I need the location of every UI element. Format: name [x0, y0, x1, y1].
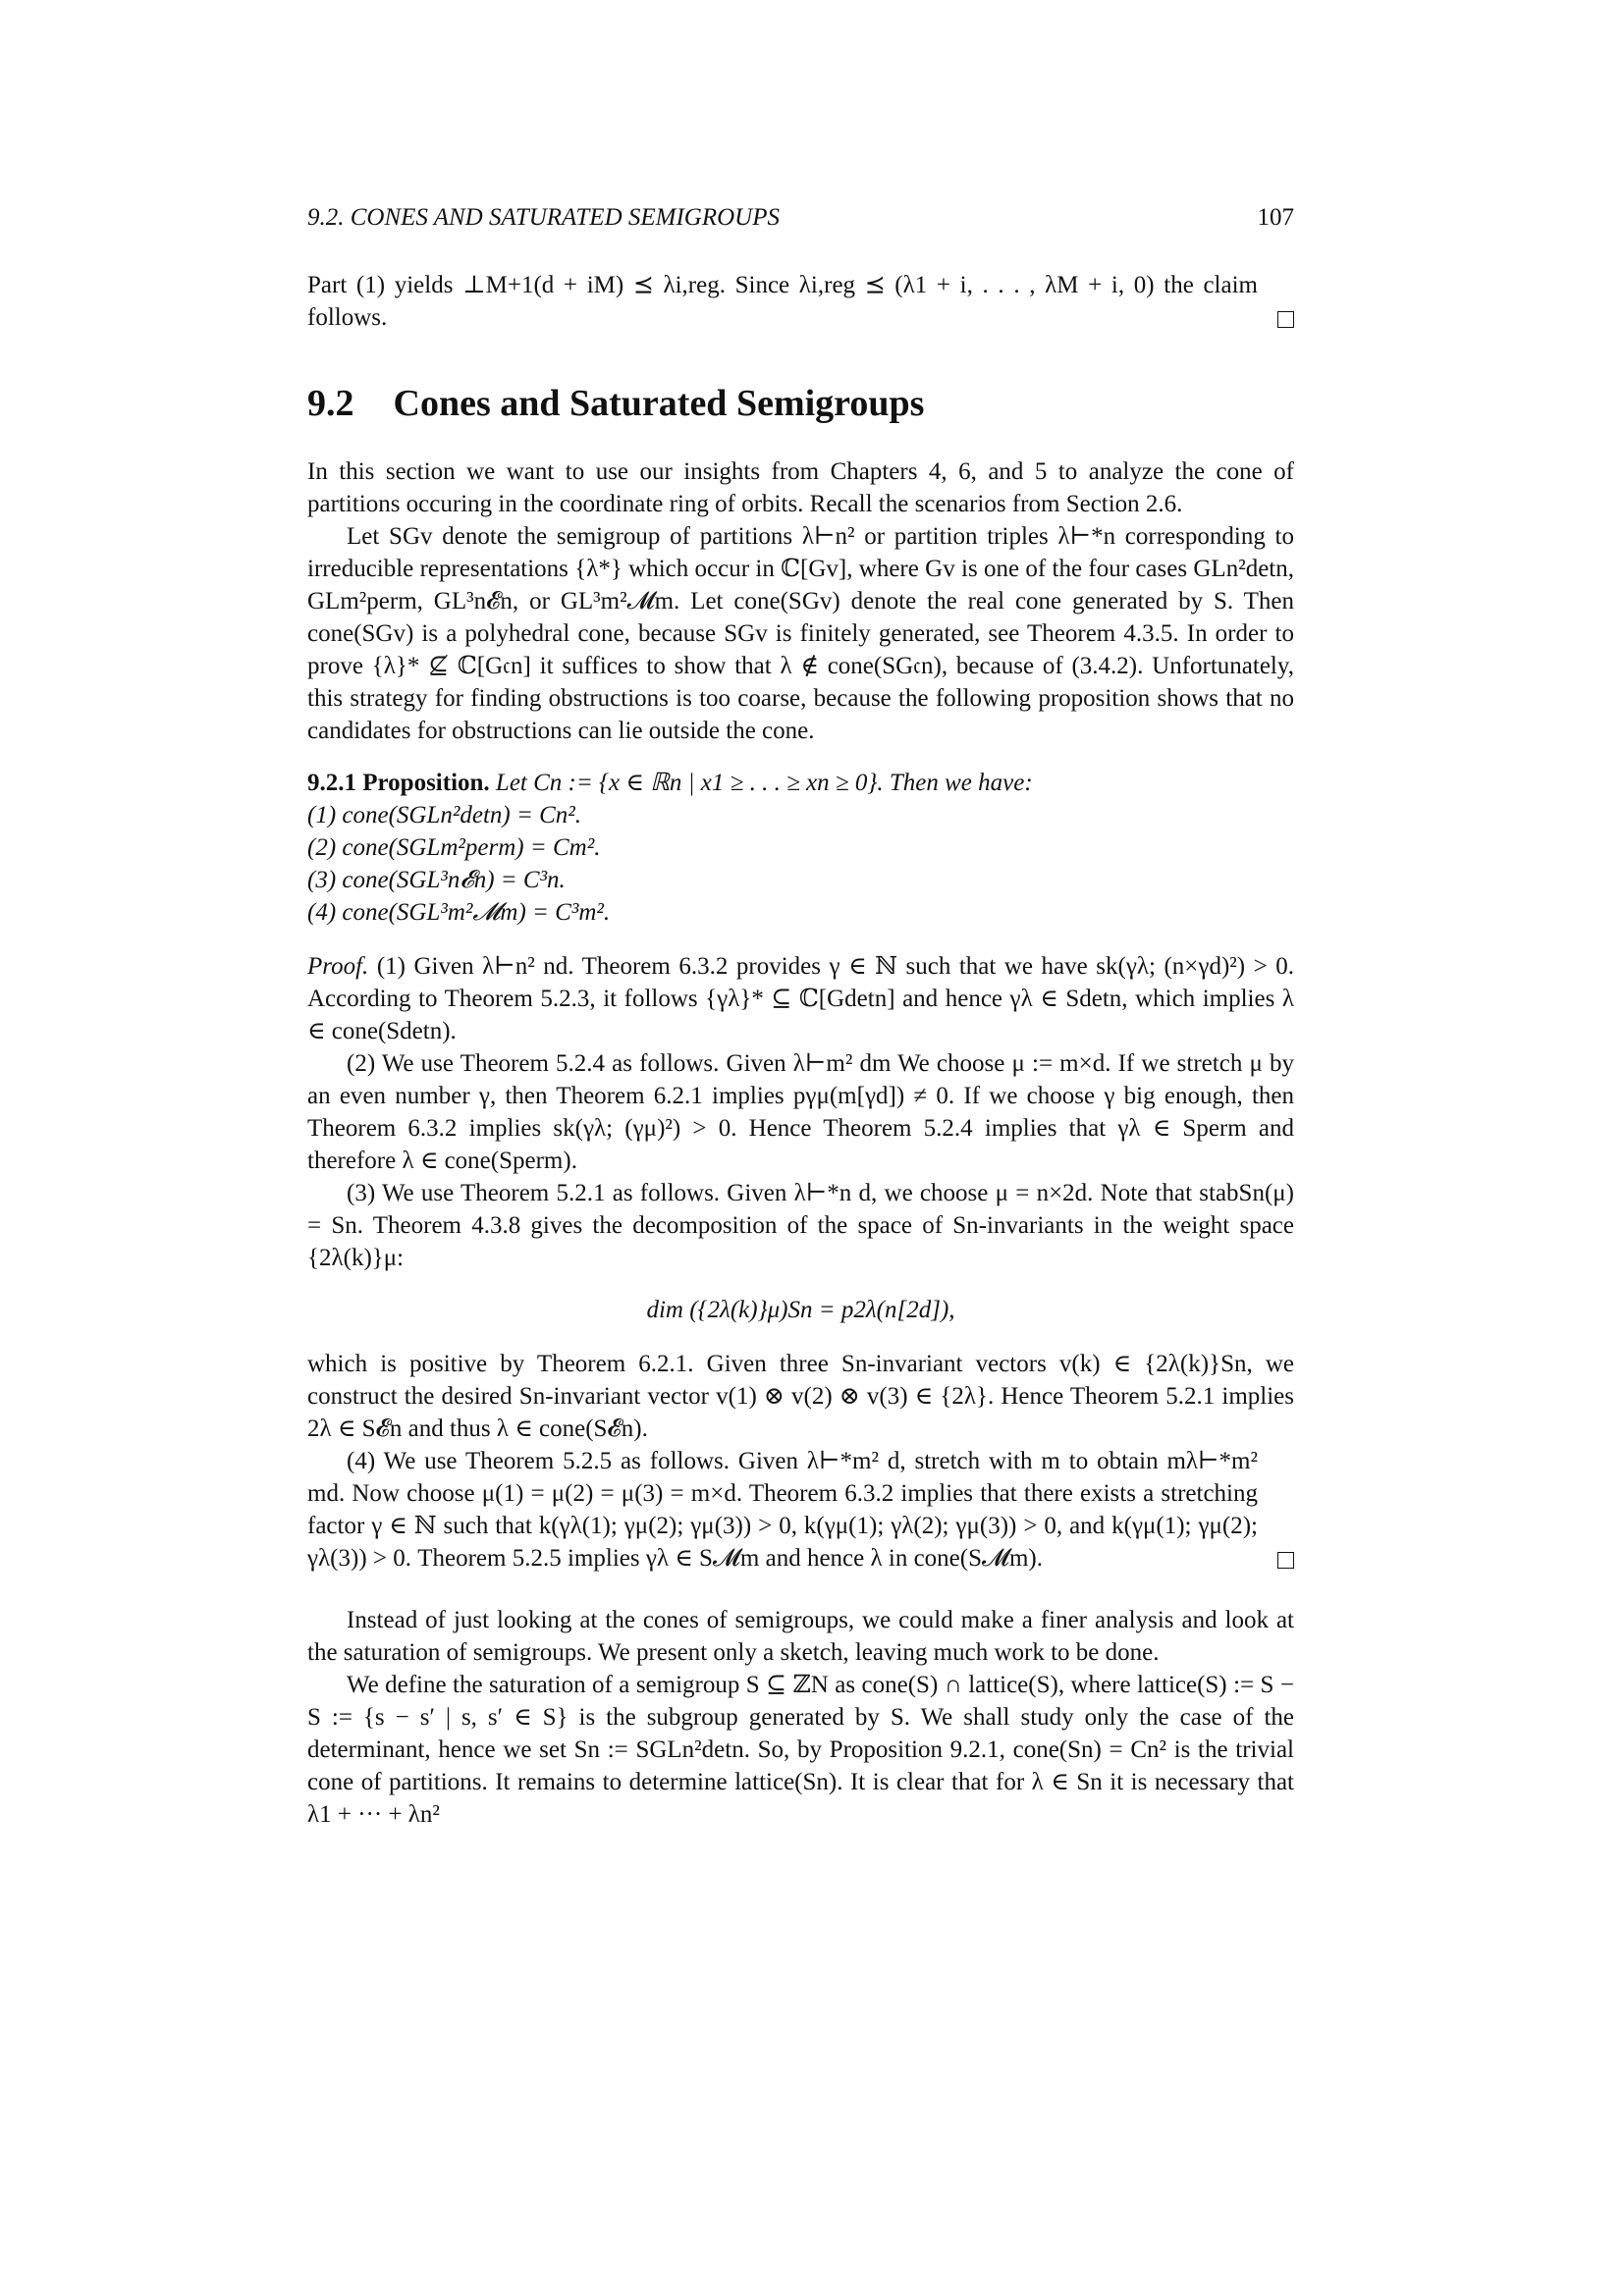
proof-part-3a: (3) We use Theorem 5.2.1 as follows. Given λ⊢*n d, we choose μ = n×2d. Note that stabSn(μ) = Sn. Theorem 4.3.8 gives the decomposition of the space of Sn-invariants in the weight space {2λ(k)}μ:: [307, 1180, 1294, 1271]
proof-part-3b: which is positive by Theorem 6.2.1. Given three Sn-invariant vectors v(k) ∈ {2λ(k)}Sn, we construct the desired Sn-invariant vector v(1) ⊗ v(2) ⊗ v(3) ∈ {2λ}. Hence Theorem 5.2.1 implies 2λ ∈ S𝓔n and thus λ ∈ cone(S𝓔n).: [307, 1351, 1294, 1442]
proposition-item: (3) cone(SGL³n𝓔n) = C³n.: [307, 867, 566, 893]
proposition-statement: Let Cn := {x ∈ ℝn | x1 ≥ . . . ≥ xn ≥ 0}. Then we have:: [495, 770, 1033, 796]
running-header: [307, 201, 1294, 234]
qed-box-icon: [1277, 1552, 1294, 1569]
proof-part-4-row: [307, 1445, 1294, 1575]
proof-part-1: (1) Given λ⊢n² nd. Theorem 6.3.2 provides γ ∈ ℕ such that we have sk(γλ; (n×γd)²) > 0. According to Theorem 5.2.3, it follows {γλ}* ⊆ ℂ[Gdetn] and hence γλ ∈ Sdetn, which implies λ ∈ cone(Sdetn).: [307, 953, 1294, 1044]
intro-paragraph: [307, 269, 1294, 334]
proof-part-4: (4) We use Theorem 5.2.5 as follows. Given λ⊢*m² d, stretch with m to obtain mλ⊢*m² md. Now choose μ(1) = μ(2) = μ(3) = m×d. Theorem 6.3.2 implies that there exists a stretching factor γ ∈ ℕ such that k(γλ(1); γμ(2); γμ(3)) > 0, k(γμ(1); γλ(2); γμ(3)) > 0, and k(γμ(1); γμ(2); γλ(3)) > 0. Theorem 5.2.5 implies γλ ∈ S𝓜m and hence λ in cone(S𝓜m).: [307, 1448, 1258, 1572]
proof-part-2: (2) We use Theorem 5.2.4 as follows. Given λ⊢m² dm We choose μ := m×d. If we stretch μ by an even number γ, then Theorem 6.2.1 implies pγμ(m[γd]) ≠ 0. If we choose γ big enough, then Theorem 6.3.2 implies sk(γλ; (γμ)²) > 0. Hence Theorem 5.2.4 implies that γλ ∈ Sperm and therefore λ ∈ cone(Sperm).: [307, 1050, 1294, 1174]
section-number: 9.2: [307, 383, 354, 424]
qed-box-icon: [1277, 311, 1294, 328]
paragraph-saturation: Instead of just looking at the cones of semigroups, we could make a finer analysis and look at the saturation of semigroups. We present only a sketch, leaving much work to be done.: [307, 1607, 1294, 1666]
spacer: [307, 1575, 1294, 1604]
proposition-item: (1) cone(SGLn²detn) = Cn².: [307, 802, 582, 828]
proposition-block: [307, 767, 1294, 929]
proof-label: Proof.: [307, 953, 369, 980]
page-body: [307, 201, 1294, 1831]
proof-block: [307, 950, 1294, 1575]
intro-text: Part (1) yields ⊥M+1(d + iM) ⪯ λi,reg. Since λi,reg ⪯ (λ1 + i, . . . , λM + i, 0) the claim follows.: [307, 272, 1258, 331]
display-equation: dim ({2λ(k)}μ)Sn = p2λ(n[2d]),: [646, 1297, 955, 1323]
section-heading: [307, 381, 1294, 426]
section-title: Cones and Saturated Semigroups: [393, 383, 925, 424]
running-title: 9.2. CONES AND SATURATED SEMIGROUPS: [307, 204, 780, 231]
page-number: 107: [1257, 204, 1294, 231]
paragraph-semigroup: Let SGv denote the semigroup of partitions λ⊢n² or partition triples λ⊢*n corresponding to irreducible representations {λ*} which occur in ℂ[Gv], where Gv is one of the four cases GLn²detn, GLm²perm, GL³n𝓔n, or GL³m²𝓜m. Let cone(SGv) denote the real cone generated by S. Then cone(SGv) is a polyhedral cone, because SGv is finitely generated, see Theorem 4.3.5. In order to prove {λ}* ⊈ ℂ[G𝔠n] it suffices to show that λ ∉ cone(SG𝔠n), because of (3.4.2). Unfortunately, this strategy for finding obstructions is too coarse, because the following proposition shows that no candidates for obstructions can lie outside the cone.: [307, 523, 1294, 744]
paragraph-saturation-definition: We define the saturation of a semigroup S ⊆ ℤN as cone(S) ∩ lattice(S), where lattice(S) := S − S := {s − s′ | s, s′ ∈ S} is the subgroup generated by S. We shall study only the case of the determinant, hence we set Sn := SGLn²detn. So, by Proposition 9.2.1, cone(Sn) = Cn² is the trivial cone of partitions. It remains to determine lattice(Sn). It is clear that for λ ∈ Sn it is necessary that λ1 + ··· + λn²: [307, 1672, 1294, 1828]
paragraph-intro: In this section we want to use our insights from Chapters 4, 6, and 5 to analyze the cone of partitions occuring in the coordinate ring of orbits. Recall the scenarios from Section 2.6.: [307, 458, 1294, 517]
proposition-item: (4) cone(SGL³m²𝓜m) = C³m².: [307, 899, 611, 926]
proposition-items: [307, 799, 1294, 929]
proposition-label: 9.2.1 Proposition.: [307, 770, 490, 796]
proposition-item: (2) cone(SGLm²perm) = Cm².: [307, 834, 601, 861]
